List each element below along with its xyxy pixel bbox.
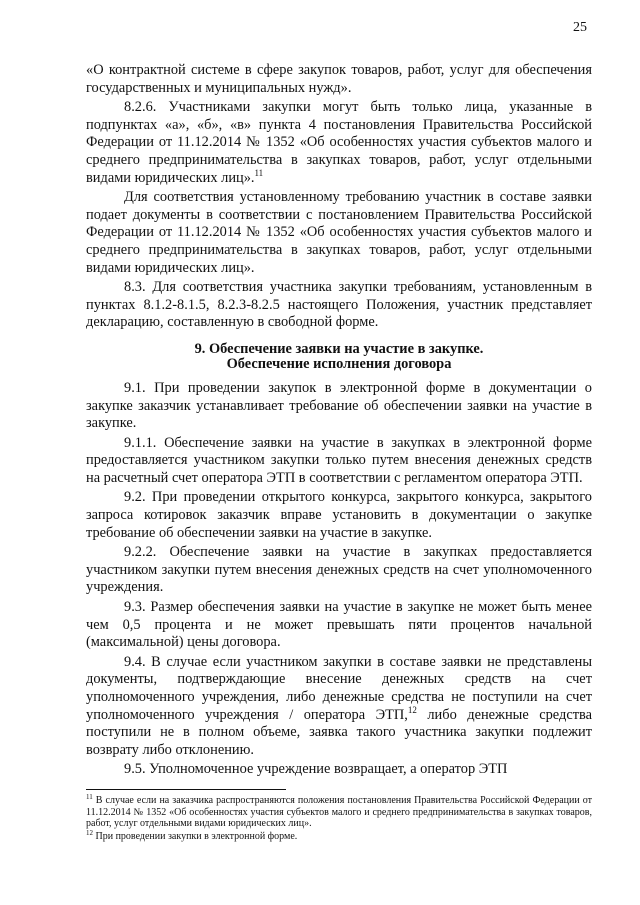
paragraph-9-4: [86, 654, 592, 760]
paragraph-text: 9.5. Уполномоченное учреждение возвращает, а оператор ЭТП: [124, 761, 508, 778]
paragraph-9-2: [86, 489, 592, 542]
footnote-mark: 12: [86, 828, 93, 837]
section-heading-line2: Обеспечение исполнения договора: [226, 355, 452, 372]
footnote-ref-11: 11: [254, 167, 264, 178]
footnotes: [86, 795, 592, 843]
footnote-ref-12: 12: [407, 704, 417, 715]
footnote-divider: [86, 789, 286, 790]
paragraph-9-3: [86, 599, 592, 652]
paragraph-text: 8.2.6. Участниками закупки могут быть только лица, указанные в подпунктах «а», «б», «в» пункта 4 постановления Правительства Российской Федерации от 11.12.2014 № 1352 «Об особенностях участия субъектов малого и среднего предпринимательства в закупках товаров, работ, услуг отдельными видами юридических лиц».: [86, 99, 592, 186]
document-body: [86, 62, 592, 781]
paragraph-text: 9.2.2. Обеспечение заявки на участие в закупках предоставляется участником закупки путем внесения денежных средств на счет уполномоченного учреждения.: [86, 544, 592, 596]
paragraph-continuation: [86, 62, 592, 97]
paragraph-text: 9.4. В случае если участником закупки в составе заявки не представлены документы, подтверждающие внесение денежных средств на счет уполномоченного учреждения, либо денежные средства не поступили на счет уполномоченного учреждения / оператора ЭТП,: [86, 653, 592, 723]
paragraph-8-3: [86, 279, 592, 332]
paragraph-text: 8.3. Для соответствия участника закупки требованиям, установленным в пунктах 8.1.2-8.1.5, 8.2.3-8.2.5 настоящего Положения, участник представляет декларацию, составленную в свободной форме.: [86, 279, 592, 331]
paragraph-text: 9.3. Размер обеспечения заявки на участие в закупке не может быть менее чем 0,5 процента и не может превышать пяти процентов начальной (максимальной) цены договора.: [86, 599, 592, 651]
paragraph-text: Для соответствия установленному требованию участник в составе заявки подает документы в соответствии с постановлением Правительства Российской Федерации от 11.12.2014 № 1352 «Об особенностях участия субъектов малого и среднего предпринимательства в закупках товаров, работ, услуг отдельными видами юридических лиц».: [86, 189, 592, 276]
section-heading-line1: 9. Обеспечение заявки на участие в закупке.: [194, 340, 484, 357]
paragraph-9-5: [86, 761, 592, 779]
paragraph-text: 9.2. При проведении открытого конкурса, закрытого конкурса, закрытого запроса котировок заказчик вправе установить в документации о закупке требование об обеспечении заявки на участие в закупке.: [86, 489, 592, 541]
paragraph-text: либо денежные средства поступили не в полном объеме, заявка такого участника закупки подлежит возврату либо отклонению.: [86, 706, 592, 758]
paragraph-9-1-1: [86, 435, 592, 488]
section-heading: [86, 342, 592, 372]
page-number: 25: [573, 20, 587, 35]
paragraph-requirement-docs: [86, 189, 592, 277]
footnote-text: При проведении закупки в электронной форме.: [93, 830, 298, 842]
footnote-mark: 11: [86, 793, 93, 801]
paragraph-text: «О контрактной системе в сфере закупок товаров, работ, услуг для обеспечения государственных и муниципальных нужд».: [86, 62, 592, 96]
footnote-text: В случае если на заказчика распространяются положения постановления Правительства Российской Федерации от 11.12.2014 № 1352 «Об особенностях участия субъектов малого и среднего предпринимательства в закупках товаров, работ, услуг отдельными видами юридических лиц».: [86, 795, 592, 829]
footnote-12: [86, 828, 592, 843]
footnote-11: [86, 795, 592, 830]
paragraph-text: 9.1. При проведении закупок в электронной форме в документации о закупке заказчик устанавливает требование об обеспечении заявки на участие в закупке.: [86, 379, 592, 432]
paragraph-text: 9.1.1. Обеспечение заявки на участие в закупках в электронной форме предоставляется участником закупки только путем внесения денежных средств на расчетный счет оператора ЭТП в соответствии с регламентом оператора ЭТП.: [86, 434, 592, 486]
paragraph-9-1: [86, 380, 592, 433]
paragraph-9-2-2: [86, 544, 592, 597]
paragraph-8-2-6: [86, 99, 592, 187]
